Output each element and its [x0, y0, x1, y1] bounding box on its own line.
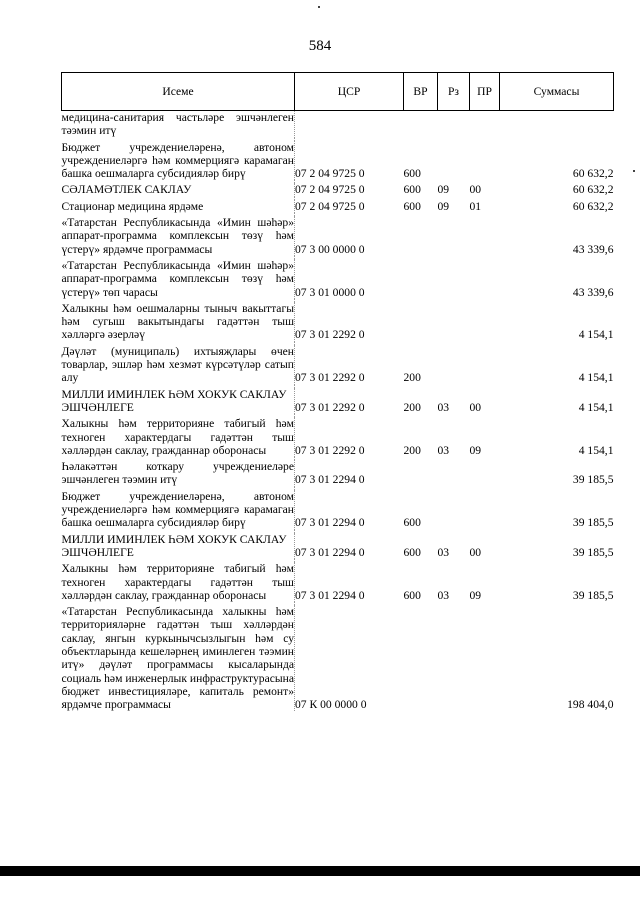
- cell-pr: 09: [469, 443, 482, 457]
- cell-pr: [470, 302, 500, 342]
- cell-vr: 200: [403, 400, 421, 414]
- cell-vr: 600: [403, 588, 421, 602]
- cell-csr: 07 3 01 2292 0: [295, 443, 365, 457]
- cell-rz: 09: [437, 183, 450, 197]
- cell-pr: [470, 141, 500, 181]
- cell-name: Стационар медицина ярдәме: [62, 200, 295, 213]
- table-row: [62, 200, 614, 213]
- cell-csr: 07 3 01 2294 0: [295, 516, 365, 530]
- cell-vr: [404, 460, 438, 487]
- cell-name: Халыкны һәм оешмаларны тыныч вакыттагы һәм сугыш вакытындагы гадәттән тыш хәлләргә әзерләү: [61, 301, 294, 342]
- cell-sum: 43 339,6: [572, 285, 614, 299]
- cell-csr: 07 3 01 2292 0: [295, 328, 365, 342]
- cell-sum: 39 185,5: [572, 473, 614, 487]
- cell-csr: 07 3 01 2294 0: [295, 545, 365, 559]
- cell-rz: 03: [437, 545, 450, 559]
- cell-name: Дәүләт (муниципаль) ихтыяҗлары өчен товарлар, эшләр һәм хезмәт күрсәтүләр сатып алу: [61, 344, 294, 385]
- table-row: [62, 216, 614, 256]
- cell-rz: [438, 460, 470, 487]
- cell-name: медицина-санитария частьләре эшчәнлеген тәэмин итү: [61, 111, 294, 138]
- cell-pr: 00: [469, 400, 482, 414]
- cell-rz: 03: [437, 400, 450, 414]
- cell-sum: 60 632,2: [572, 199, 614, 213]
- header-csr: ЦСР: [295, 73, 404, 111]
- cell-sum: 60 632,2: [572, 167, 614, 181]
- scan-speck: [318, 6, 320, 8]
- table-row: [62, 259, 614, 299]
- cell-rz: [438, 345, 470, 385]
- cell-csr: 07 3 01 2292 0: [295, 400, 365, 414]
- cell-pr: [470, 490, 500, 530]
- cell-sum: 39 185,5: [572, 516, 614, 530]
- header-sum: Суммасы: [500, 73, 614, 111]
- cell-pr: 01: [469, 199, 482, 213]
- cell-csr: 07 3 00 0000 0: [295, 242, 365, 256]
- table-row: [62, 345, 614, 385]
- cell-pr: [470, 605, 500, 711]
- cell-rz: 09: [437, 199, 450, 213]
- table-row: [62, 533, 614, 560]
- scan-speck: [633, 170, 635, 172]
- cell-sum: 4 154,1: [578, 443, 614, 457]
- cell-vr: 600: [403, 183, 421, 197]
- cell-pr: 00: [469, 183, 482, 197]
- cell-rz: [438, 302, 470, 342]
- cell-pr: [470, 216, 500, 256]
- cell-csr: 07 2 04 9725 0: [295, 167, 365, 181]
- cell-pr: [470, 259, 500, 299]
- cell-vr: 600: [403, 516, 421, 530]
- cell-rz: [438, 490, 470, 530]
- cell-pr: [470, 111, 500, 138]
- cell-pr: [470, 345, 500, 385]
- cell-csr: 07 2 04 9725 0: [295, 183, 365, 197]
- cell-vr: [404, 259, 438, 299]
- cell-pr: [470, 460, 500, 487]
- table-row: [62, 302, 614, 342]
- cell-sum: 39 185,5: [572, 545, 614, 559]
- cell-pr: 00: [469, 545, 482, 559]
- budget-table: [61, 72, 614, 711]
- page-number: 584: [308, 38, 332, 54]
- cell-rz: [438, 605, 470, 711]
- table-row: [62, 388, 614, 415]
- header-rz: Рз: [438, 73, 470, 111]
- cell-vr: 600: [403, 545, 421, 559]
- cell-sum: 4 154,1: [578, 371, 614, 385]
- cell-vr: [404, 216, 438, 256]
- cell-name: «Татарстан Республикасында халыкны һәм территорияләрне гадәттән тыш хәлләрдән саклау, янгын куркынычсызлыгын һәм су объектларында кешеләрнең иминлеген тәэмин итү» дәүләт программасы кысаларында социаль һәм инженерлык инфраструктурасына бюджет инвестицияләре, капиталь ремонт» ярдәмче программасы: [61, 605, 294, 712]
- cell-rz: 03: [437, 588, 450, 602]
- table-row: [62, 183, 614, 196]
- cell-name: МИЛЛИ ИМИНЛЕК ҺӘМ ХОКУК САКЛАУ ЭШЧӘНЛЕГЕ: [62, 533, 295, 560]
- cell-vr: 200: [403, 443, 421, 457]
- cell-name: Халыкны һәм территорияне табигый һәм техноген характердагы гадәттән тыш хәлләрдән саклау, гражданнар оборонасы: [61, 562, 294, 602]
- table-row: [62, 562, 614, 602]
- cell-csr: 07 2 04 9725 0: [295, 199, 365, 213]
- cell-name: «Татарстан Республикасында «Имин шәһәр» аппарат-программа комплексын төзү һәм үстерү» ярдәмче программасы: [61, 216, 294, 256]
- cell-name: Һәлакәттән коткару учреждениеләре эшчәнлеген тәэмин итү: [61, 460, 294, 487]
- table-row: [62, 111, 614, 138]
- cell-sum: 198 404,0: [567, 698, 614, 712]
- cell-csr: 07 3 01 2294 0: [295, 588, 365, 602]
- cell-vr: [404, 302, 438, 342]
- cell-sum: [500, 111, 614, 138]
- cell-vr: 600: [403, 199, 421, 213]
- cell-vr: [404, 605, 438, 711]
- cell-name: Халыкны һәм территорияне табигый һәм техноген характердагы гадәттән тыш хәлләрдән саклау, гражданнар оборонасы: [61, 417, 294, 457]
- cell-name: СӘЛАМӘТЛЕК САКЛАУ: [62, 183, 295, 196]
- cell-rz: 03: [437, 443, 450, 457]
- cell-csr: 07 3 01 0000 0: [295, 285, 365, 299]
- table-row: [62, 605, 614, 711]
- cell-csr: [295, 111, 404, 138]
- table-row: [62, 490, 614, 530]
- cell-name: Бюджет учреждениеләренә, автоном учреждениеләргә һәм коммерциягә карамаган башка оешмаларга субсидияләр бирү: [61, 140, 294, 181]
- cell-vr: [404, 111, 438, 138]
- cell-rz: [438, 141, 470, 181]
- table-header: [62, 73, 614, 111]
- cell-rz: [438, 111, 470, 138]
- cell-sum: 43 339,6: [572, 242, 614, 256]
- table-row: [62, 417, 614, 457]
- cell-sum: 4 154,1: [578, 328, 614, 342]
- cell-name: Бюджет учреждениеләренә, автоном учреждениеләргә һәм коммерциягә карамаган башка оешмаларга субсидияләр бирү: [61, 489, 294, 530]
- cell-rz: [438, 216, 470, 256]
- header-name: Исеме: [62, 73, 295, 111]
- header-vr: ВР: [404, 73, 438, 111]
- table-row: [62, 141, 614, 181]
- cell-vr: 200: [403, 371, 421, 385]
- cell-name: МИЛЛИ ИМИНЛЕК ҺӘМ ХОКУК САКЛАУ ЭШЧӘНЛЕГЕ: [62, 388, 295, 415]
- cell-pr: 09: [469, 588, 482, 602]
- header-pr: ПР: [470, 73, 500, 111]
- scan-border: [0, 866, 640, 876]
- cell-sum: 4 154,1: [578, 400, 614, 414]
- cell-csr: 07 3 01 2292 0: [295, 371, 365, 385]
- cell-sum: 60 632,2: [572, 183, 614, 197]
- cell-vr: 600: [403, 167, 421, 181]
- table-body: [62, 111, 614, 712]
- table-row: [62, 460, 614, 487]
- cell-name: «Татарстан Республикасында «Имин шәһәр» аппарат-программа комплексын төзү һәм үстерү» төп чарасы: [61, 258, 294, 299]
- cell-rz: [438, 259, 470, 299]
- cell-csr: 07 К 00 0000 0: [295, 698, 367, 712]
- cell-csr: 07 3 01 2294 0: [295, 473, 365, 487]
- cell-sum: 39 185,5: [572, 588, 614, 602]
